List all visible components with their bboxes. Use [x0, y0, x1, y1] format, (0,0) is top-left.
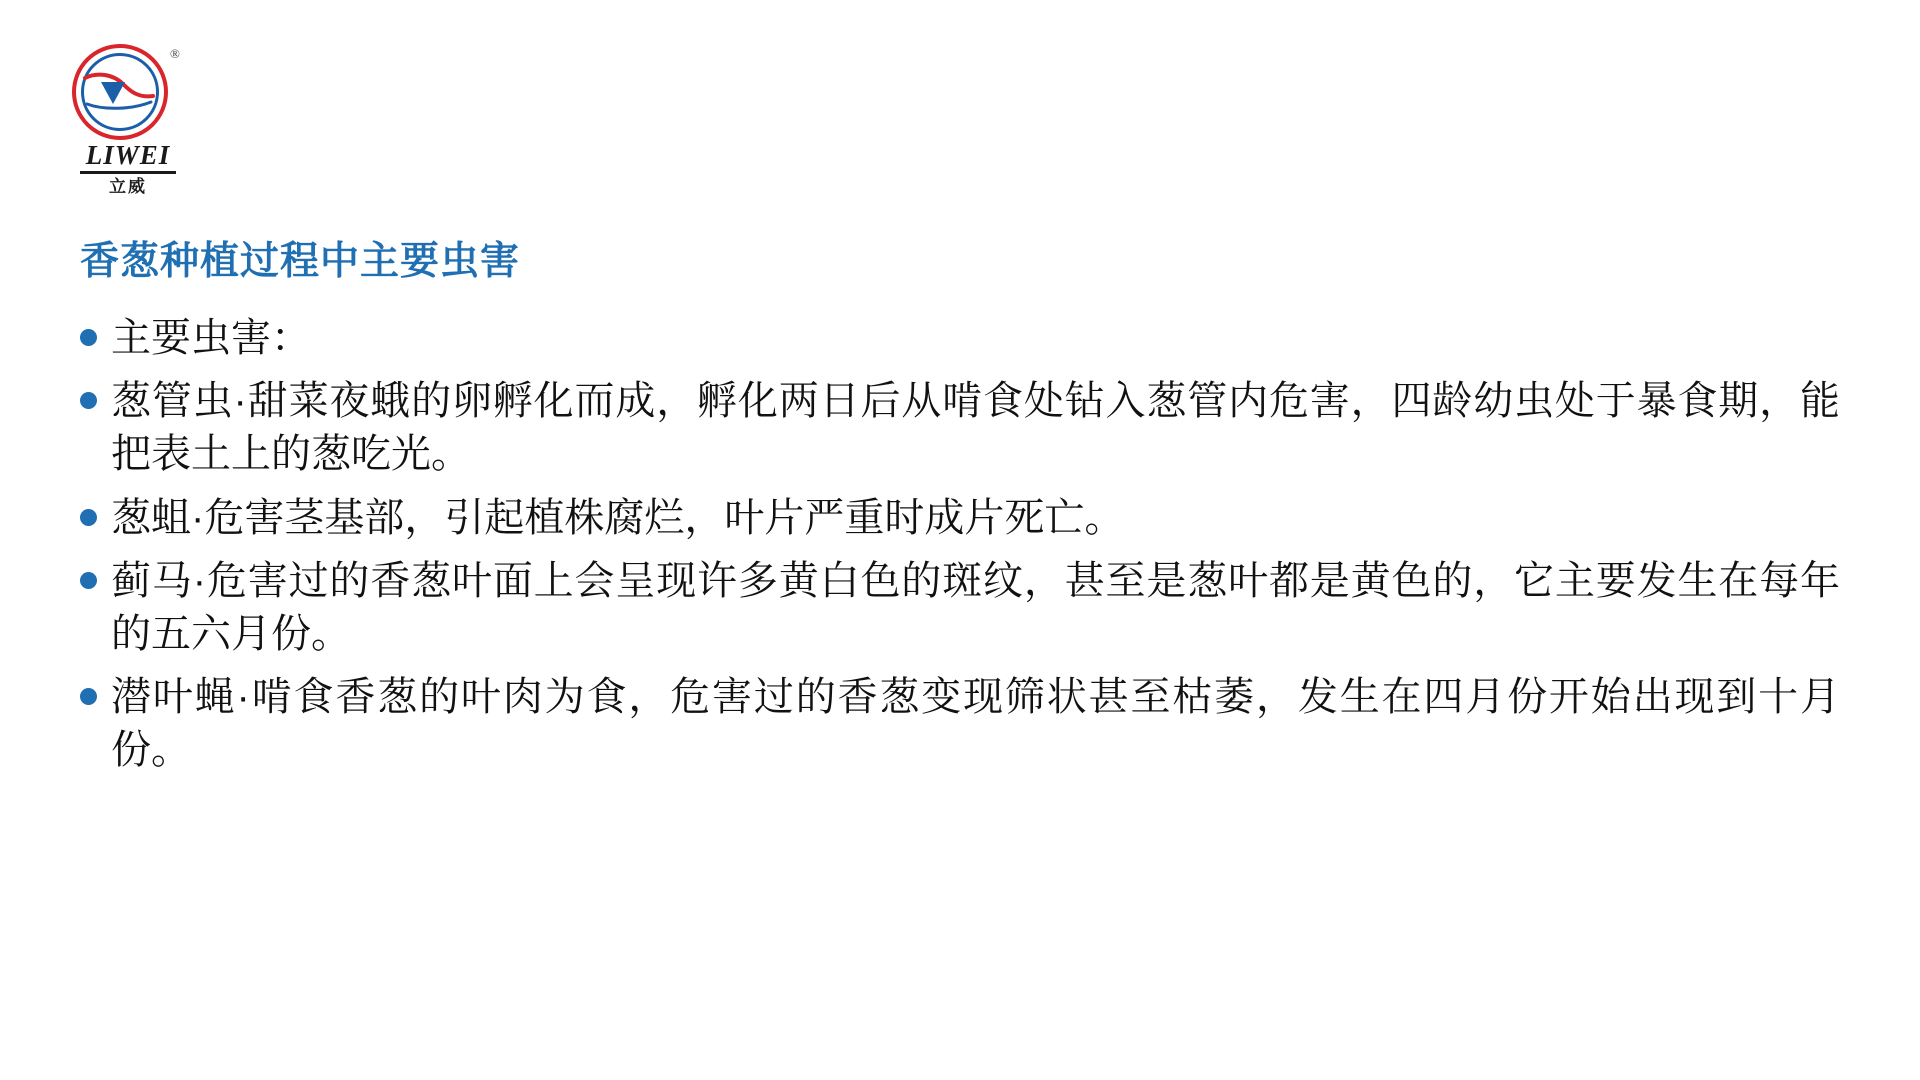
- list-item: [80, 375, 1840, 481]
- bullet-list: [80, 312, 1840, 788]
- list-item: [80, 312, 1840, 365]
- list-item: [80, 492, 1840, 545]
- list-item-text: 葱管虫·甜菜夜蛾的卵孵化而成，孵化两日后从啃食处钻入葱管内危害，四龄幼虫处于暴食期，能把表土上的葱吃光。: [111, 379, 1840, 477]
- list-item-text: 葱蛆·危害茎基部，引起植株腐烂，叶片严重时成片死亡。: [111, 495, 1125, 540]
- logo-swoosh-icon: [79, 68, 163, 116]
- page-title: 香葱种植过程中主要虫害: [80, 240, 521, 283]
- list-item: [80, 555, 1840, 661]
- list-item-text: 蓟马·危害过的香葱叶面上会呈现许多黄白色的斑纹，甚至是葱叶都是黄色的，它主要发生在每年的五六月份。: [111, 558, 1840, 656]
- registered-trademark-icon: ®: [170, 46, 180, 61]
- logo-wordmark: LIWEI: [85, 140, 171, 170]
- bullet-dot-icon: [80, 688, 97, 705]
- list-item-text: 主要虫害：: [111, 316, 311, 360]
- company-logo: [72, 44, 192, 196]
- bullet-dot-icon: [80, 392, 97, 409]
- logo-emblem-icon: [72, 44, 180, 148]
- logo-chinese-name: 立威: [109, 177, 147, 196]
- bullet-dot-icon: [80, 572, 97, 589]
- bullet-dot-icon: [80, 509, 97, 526]
- list-item-text: 潜叶蝇·啃食香葱的叶肉为食，危害过的香葱变现筛状甚至枯萎，发生在四月份开始出现到十月份。: [111, 675, 1840, 773]
- list-item: [80, 671, 1840, 777]
- bullet-dot-icon: [80, 329, 97, 346]
